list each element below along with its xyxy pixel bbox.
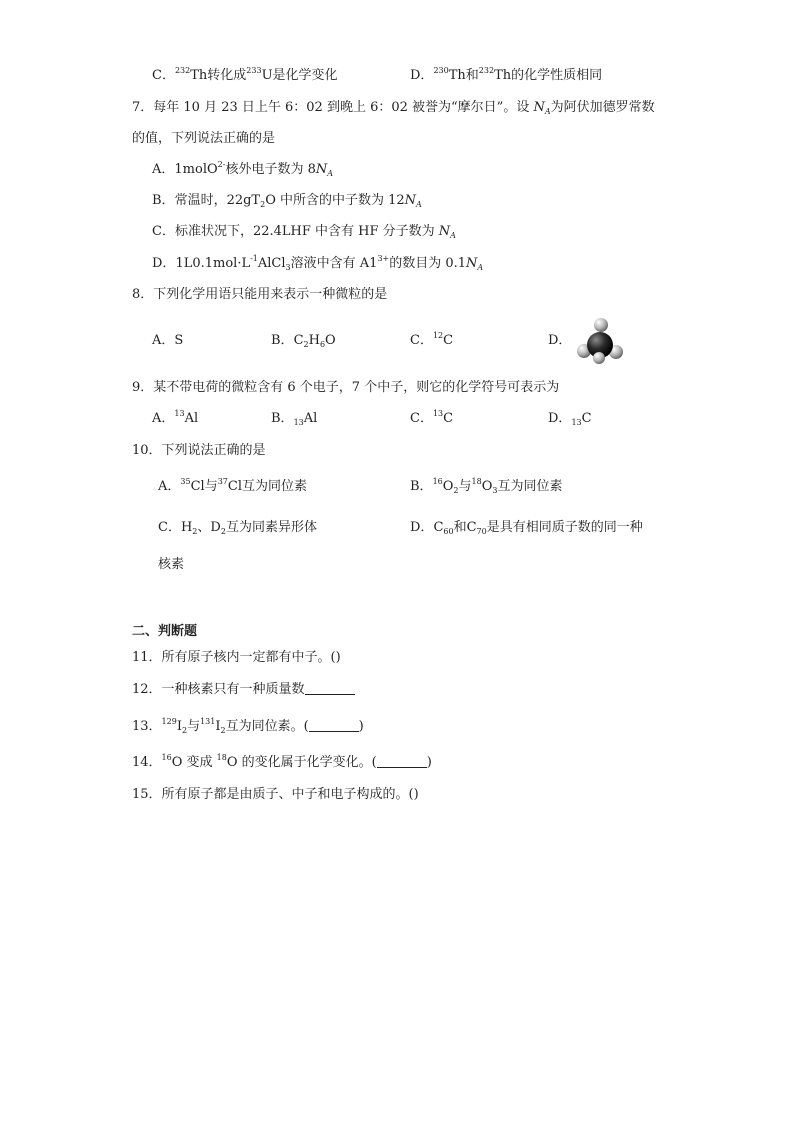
element-symbol: Cl bbox=[227, 479, 242, 494]
element-symbol: C bbox=[433, 520, 444, 535]
answer-blank[interactable] bbox=[377, 755, 427, 768]
q9-option-c bbox=[410, 411, 453, 427]
text: AlCl bbox=[257, 256, 286, 271]
text: 和 bbox=[453, 520, 467, 535]
option-label: B． bbox=[271, 411, 294, 426]
subscript: A bbox=[477, 263, 484, 272]
q14 bbox=[132, 755, 432, 771]
text: 和 bbox=[465, 68, 479, 83]
q6-option-c bbox=[152, 68, 338, 84]
element-symbol: O bbox=[442, 479, 454, 494]
option-label: C． bbox=[152, 68, 175, 83]
text: 常温时，22gT bbox=[174, 193, 261, 208]
element-symbol: O bbox=[481, 479, 493, 494]
q9-option-d bbox=[548, 411, 592, 427]
mass-number: 16 bbox=[432, 477, 443, 486]
element-symbol: C bbox=[581, 411, 592, 426]
text: ) bbox=[426, 755, 432, 770]
text: 1molO bbox=[174, 162, 218, 177]
text: O 中所含的中子数为 12 bbox=[265, 193, 405, 208]
mass-number: 233 bbox=[246, 66, 262, 75]
subscript: 2 bbox=[260, 200, 266, 209]
q8-option-b bbox=[271, 333, 336, 349]
element-symbol: I bbox=[215, 719, 221, 734]
element-symbol: Th bbox=[190, 68, 208, 83]
q7-stem-line2: 的值，下列说法正确的是 bbox=[132, 131, 276, 146]
option-label: B． bbox=[152, 193, 175, 208]
text: C bbox=[293, 333, 304, 348]
q13 bbox=[132, 719, 364, 735]
superscript: -1 bbox=[250, 254, 258, 263]
element-symbol: Al bbox=[303, 411, 318, 426]
avogadro-symbol: N bbox=[466, 256, 478, 271]
q7-option-a bbox=[152, 162, 333, 178]
mass-number: 18 bbox=[471, 477, 482, 486]
subscript: 2 bbox=[192, 527, 198, 536]
atomic-number: 13 bbox=[293, 418, 304, 427]
subscript: 3 bbox=[285, 263, 291, 272]
subscript: 2 bbox=[303, 340, 309, 349]
text: 互为同位素 bbox=[242, 479, 308, 494]
molecule-ball-model-icon bbox=[574, 316, 626, 364]
subscript: A bbox=[450, 231, 456, 240]
element-symbol: D bbox=[210, 520, 221, 535]
text: O bbox=[325, 333, 336, 348]
subscript: 3 bbox=[492, 486, 498, 495]
text: 13． bbox=[132, 719, 162, 734]
mass-number: 13 bbox=[174, 409, 185, 418]
subscript: A bbox=[544, 107, 551, 116]
text: 与 bbox=[458, 479, 472, 494]
q6-option-d bbox=[410, 68, 602, 84]
text: ) bbox=[358, 719, 364, 734]
option-label: C． bbox=[152, 224, 175, 239]
text: 12．一种核素只有一种质量数 bbox=[132, 682, 305, 697]
subscript: 2 bbox=[181, 726, 188, 735]
mass-number: 16 bbox=[161, 753, 172, 762]
avogadro-symbol: N bbox=[438, 224, 451, 239]
mass-number: 232 bbox=[478, 66, 495, 75]
mass-number: 129 bbox=[161, 717, 177, 726]
element-symbol: Al bbox=[184, 411, 199, 426]
text: 互为同位素 bbox=[497, 479, 563, 494]
subscript: A bbox=[327, 169, 333, 178]
subscript: 70 bbox=[476, 527, 487, 536]
text: 互为同位素。( bbox=[225, 719, 309, 734]
mass-number: 18 bbox=[216, 753, 227, 762]
q9-option-a bbox=[152, 411, 198, 427]
charge: 2- bbox=[217, 160, 226, 169]
q9-option-b bbox=[271, 411, 317, 427]
q10-option-d bbox=[410, 520, 643, 536]
subscript: A bbox=[416, 200, 422, 209]
subscript: 6 bbox=[319, 340, 326, 349]
subscript: 2 bbox=[453, 486, 459, 495]
q10-option-b bbox=[410, 479, 563, 495]
element-symbol: C bbox=[443, 333, 454, 348]
answer-blank[interactable] bbox=[305, 682, 355, 695]
q8-stem: 8．下列化学用语只能用来表示一种微粒的是 bbox=[132, 287, 388, 302]
q10-option-a bbox=[158, 479, 307, 495]
q10-option-c bbox=[158, 520, 317, 536]
q7-option-d bbox=[152, 256, 483, 272]
text: O 变成 bbox=[171, 755, 217, 770]
text: S bbox=[174, 333, 184, 348]
q8-option-c bbox=[410, 333, 453, 349]
text: 是化学变化 bbox=[272, 68, 338, 83]
text: O 的变化属于化学变化。( bbox=[226, 755, 377, 770]
option-label: D． bbox=[548, 411, 572, 426]
q15: 15．所有原子都是由质子、中子和电子构成的。() bbox=[132, 787, 419, 802]
text: 互为同素异形体 bbox=[225, 520, 317, 535]
element-symbol: Th bbox=[494, 68, 512, 83]
charge: 3+ bbox=[377, 254, 390, 263]
q7-stem bbox=[132, 100, 655, 116]
option-label: A． bbox=[152, 333, 175, 348]
option-label: C． bbox=[410, 411, 433, 426]
q9-stem: 9．某不带电荷的微粒含有 6 个电子，7 个中子，则它的化学符号可表示为 bbox=[132, 380, 560, 395]
mass-number: 37 bbox=[217, 477, 228, 486]
text: 与 bbox=[204, 479, 218, 494]
q11: 11．所有原子核内一定都有中子。() bbox=[132, 650, 341, 665]
q7-option-b bbox=[152, 193, 422, 209]
text: 7．每年 10 月 23 日上午 6：02 到晚上 6：02 被誉为“摩尔日”。设 bbox=[132, 100, 534, 115]
text: 标准状况下，22.4LHF 中含有 HF 分子数为 bbox=[174, 224, 439, 239]
avogadro-symbol: N bbox=[533, 100, 545, 115]
mass-number: 35 bbox=[180, 477, 191, 486]
text: 的数目为 0.1 bbox=[389, 256, 467, 271]
section-title: 二、判断题 bbox=[132, 624, 198, 639]
q10-stem: 10．下列说法正确的是 bbox=[132, 443, 266, 458]
option-label: D． bbox=[410, 68, 434, 83]
option-label: A． bbox=[158, 479, 181, 494]
text: 核外电子数为 8 bbox=[225, 162, 316, 177]
text: 溶液中含有 A1 bbox=[290, 256, 378, 271]
avogadro-symbol: N bbox=[404, 193, 417, 208]
text: 为阿伏加德罗常数 bbox=[550, 100, 655, 115]
text: 的化学性质相同 bbox=[511, 68, 603, 83]
text: 与 bbox=[187, 719, 201, 734]
option-label: D． bbox=[152, 256, 176, 271]
text: 转化成 bbox=[207, 68, 247, 83]
text: 、 bbox=[197, 520, 211, 535]
option-label: B． bbox=[271, 333, 294, 348]
text: 1L0.1mol·L bbox=[175, 256, 251, 271]
mass-number: 13 bbox=[432, 409, 444, 418]
q7-option-c bbox=[152, 224, 456, 240]
element-symbol: Cl bbox=[190, 479, 205, 494]
option-label: A． bbox=[152, 162, 175, 177]
subscript: 2 bbox=[220, 527, 226, 536]
q8-option-d bbox=[548, 333, 571, 349]
element-symbol: U bbox=[261, 68, 273, 83]
text: 是具有相同质子数的同一种 bbox=[486, 520, 643, 535]
element-symbol: C bbox=[443, 411, 454, 426]
option-label: B． bbox=[410, 479, 433, 494]
option-label: C． bbox=[158, 520, 181, 535]
element-symbol: H bbox=[180, 520, 193, 535]
element-symbol: I bbox=[176, 719, 182, 734]
atomic-number: 13 bbox=[571, 418, 582, 427]
avogadro-symbol: N bbox=[315, 162, 328, 177]
text: 14． bbox=[132, 755, 162, 770]
element-symbol: Th bbox=[448, 68, 466, 83]
mass-number: 232 bbox=[174, 66, 191, 75]
mass-number: 12 bbox=[432, 331, 444, 340]
mass-number: 230 bbox=[433, 66, 449, 75]
option-label: C． bbox=[410, 333, 433, 348]
element-symbol: C bbox=[466, 520, 477, 535]
mass-number: 131 bbox=[200, 717, 216, 726]
option-label: D． bbox=[410, 520, 434, 535]
q12 bbox=[132, 682, 355, 698]
subscript: 2 bbox=[220, 726, 226, 735]
option-label: A． bbox=[152, 411, 175, 426]
subscript: 60 bbox=[443, 527, 454, 536]
q8-option-a bbox=[152, 333, 183, 349]
option-label: D． bbox=[548, 333, 572, 348]
answer-blank[interactable] bbox=[309, 719, 359, 732]
text: H bbox=[308, 333, 320, 348]
q10-option-d-line2: 核素 bbox=[158, 557, 185, 572]
